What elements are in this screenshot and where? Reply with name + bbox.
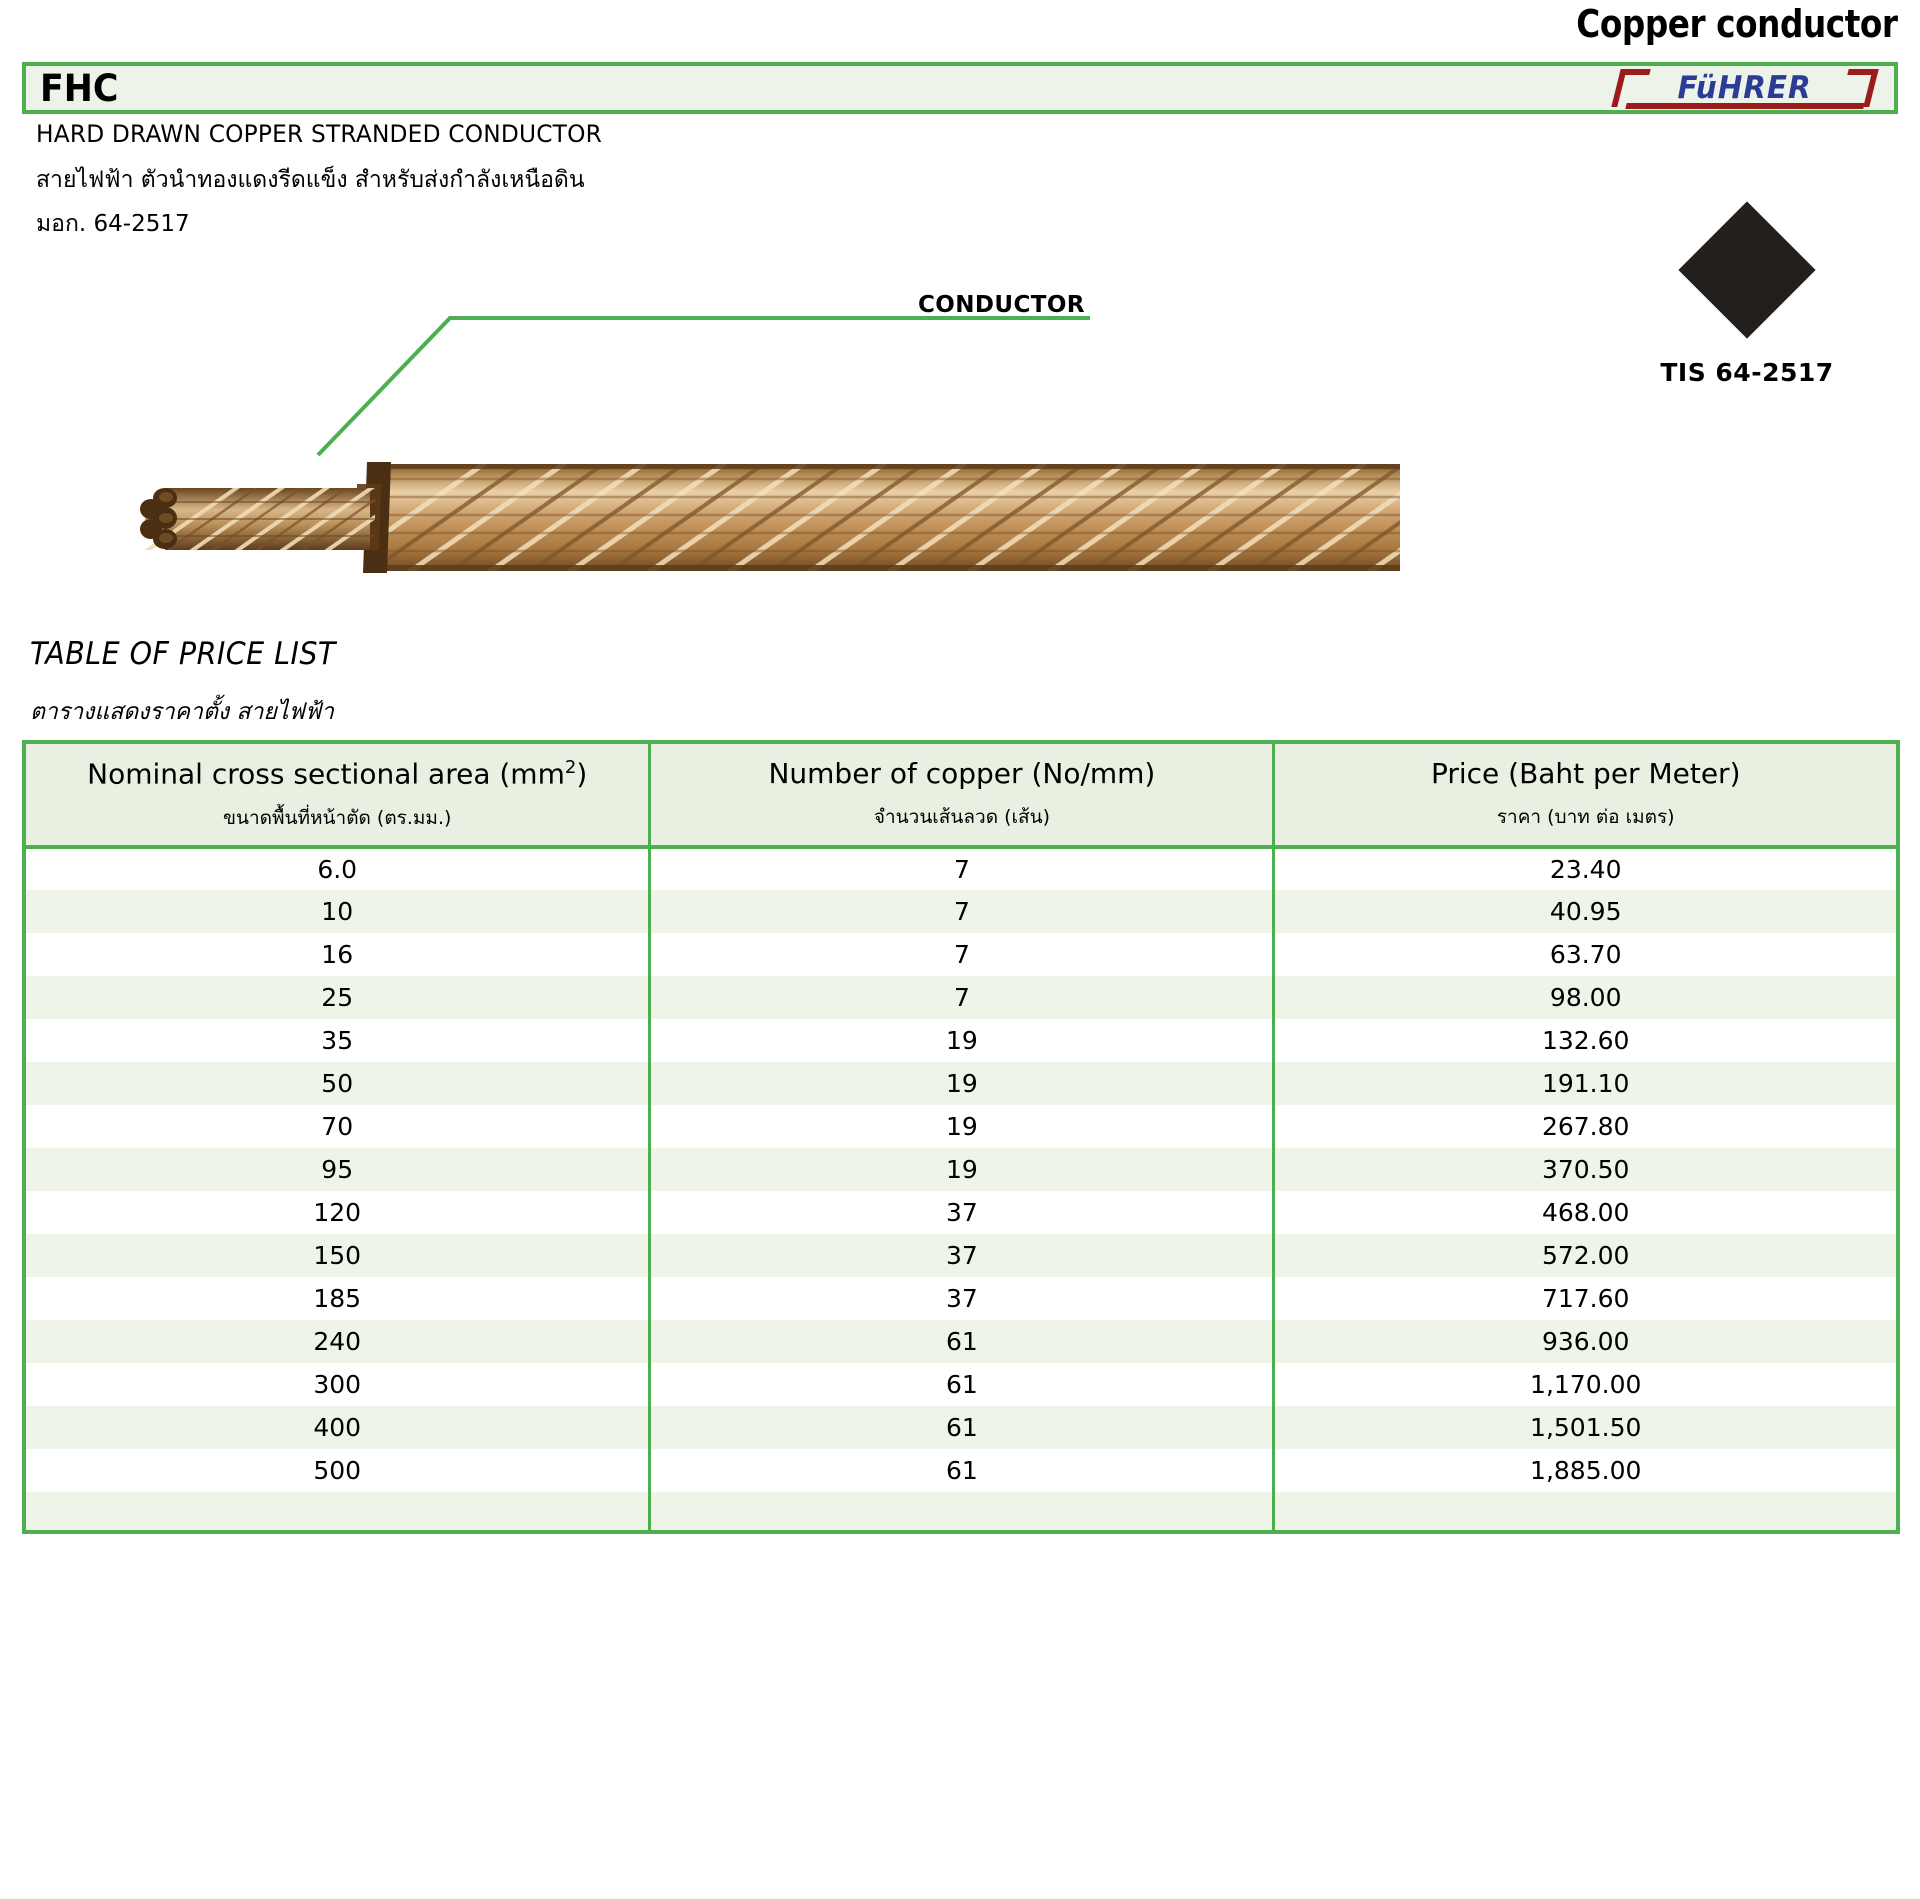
column-header-number (650, 742, 1274, 847)
cell-number: 19 (650, 1105, 1274, 1148)
subtitle-english: HARD DRAWN COPPER STRANDED CONDUCTOR (36, 120, 602, 148)
cell-number: 7 (650, 933, 1274, 976)
product-code: FHC (40, 66, 119, 110)
certification-label: TIS 64-2517 (1660, 358, 1834, 387)
cell-price: 468.00 (1274, 1191, 1898, 1234)
cell-number: 19 (650, 1148, 1274, 1191)
cell-area: 400 (24, 1406, 650, 1449)
table-header (24, 742, 1898, 847)
table-row (24, 976, 1898, 1019)
cell-price: 1,885.00 (1274, 1449, 1898, 1492)
cell-area: 70 (24, 1105, 650, 1148)
logo-bracket-right-icon (1839, 69, 1878, 107)
column-header-area-en: Nominal cross sectional area $(mm^2)$ (87, 757, 588, 791)
standard-code: มอก. 64-2517 (36, 211, 190, 237)
cell-price: 1,501.50 (1274, 1406, 1898, 1449)
cell-area: 16 (24, 933, 650, 976)
table-row (24, 1363, 1898, 1406)
column-header-price-th: ราคา (บาท ต่อ เมตร) (1496, 806, 1675, 829)
table-row (24, 890, 1898, 933)
cell-empty (650, 1492, 1274, 1532)
cell-number: 19 (650, 1019, 1274, 1062)
cell-price: 1,170.00 (1274, 1363, 1898, 1406)
cell-number: 37 (650, 1234, 1274, 1277)
cell-number: 61 (650, 1449, 1274, 1492)
column-header-price-en: Price (Baht per Meter) (1430, 756, 1741, 790)
table-row (24, 1449, 1898, 1492)
cell-price: 191.10 (1274, 1062, 1898, 1105)
cell-area: 35 (24, 1019, 650, 1062)
cell-area: 500 (24, 1449, 650, 1492)
table-row (24, 1062, 1898, 1105)
cell-number: 7 (650, 847, 1274, 890)
cell-number: 61 (650, 1320, 1274, 1363)
product-code-bar (22, 62, 1898, 114)
cell-price: 267.80 (1274, 1105, 1898, 1148)
cell-number: 61 (650, 1363, 1274, 1406)
table-row (24, 1406, 1898, 1449)
subtitle-thai: สายไฟฟ้า ตัวนำทองแดงรีดแข็ง สำหรับส่งกำลังเหนือดิน (36, 167, 585, 193)
cell-area: 150 (24, 1234, 650, 1277)
cell-number: 7 (650, 890, 1274, 933)
cell-price: 132.60 (1274, 1019, 1898, 1062)
table-row (24, 1277, 1898, 1320)
cell-number: 7 (650, 976, 1274, 1019)
price-list-table (22, 740, 1900, 1534)
cell-empty (1274, 1492, 1898, 1532)
cell-area: 95 (24, 1148, 650, 1191)
table-row (24, 847, 1898, 890)
cell-area: 300 (24, 1363, 650, 1406)
cell-area: 185 (24, 1277, 650, 1320)
conductor-callout-label: CONDUCTOR (918, 292, 1085, 318)
logo-bracket-left-icon (1611, 69, 1650, 107)
tis-diamond-mark-icon (1677, 200, 1817, 340)
brand-logo (1610, 67, 1880, 109)
cell-area: 6.0 (24, 847, 650, 890)
copper-conductor-illustration (135, 452, 1400, 582)
cell-price: 23.40 (1274, 847, 1898, 890)
cell-area: 240 (24, 1320, 650, 1363)
cell-price: 572.00 (1274, 1234, 1898, 1277)
column-header-number-th: จำนวนเส้นลวด (เส้น) (873, 806, 1050, 829)
cell-price: 40.95 (1274, 890, 1898, 933)
table-row (24, 1105, 1898, 1148)
cell-number: 37 (650, 1191, 1274, 1234)
cell-empty (24, 1492, 650, 1532)
table-title-thai: ตารางแสดงราคาตั้ง สายไฟฟ้า (30, 699, 334, 725)
cell-number: 19 (650, 1062, 1274, 1105)
brand-logo-text: FüHRER (1677, 70, 1813, 106)
cell-price: 717.60 (1274, 1277, 1898, 1320)
cell-number: 37 (650, 1277, 1274, 1320)
cell-area: 50 (24, 1062, 650, 1105)
table-title-english: TABLE OF PRICE LIST (30, 636, 336, 672)
cell-number: 61 (650, 1406, 1274, 1449)
cell-price: 936.00 (1274, 1320, 1898, 1363)
table-row (24, 1320, 1898, 1363)
column-header-number-en: Number of copper (No/mm) (768, 756, 1156, 790)
column-header-price (1274, 742, 1898, 847)
table-row (24, 1234, 1898, 1277)
certification-block (1612, 200, 1882, 387)
cell-price: 98.00 (1274, 976, 1898, 1019)
table-row (24, 1019, 1898, 1062)
table-row (24, 1148, 1898, 1191)
column-header-area-th: ขนาดพื้นที่หน้าตัด (ตร.มม.) (222, 807, 452, 830)
cell-price: 63.70 (1274, 933, 1898, 976)
page-title: Copper conductor (1576, 2, 1898, 46)
table-row (24, 1191, 1898, 1234)
cell-area: 10 (24, 890, 650, 933)
table-row (24, 933, 1898, 976)
cell-area: 120 (24, 1191, 650, 1234)
cell-price: 370.50 (1274, 1148, 1898, 1191)
cell-area: 25 (24, 976, 650, 1019)
table-body (24, 847, 1898, 1532)
column-header-area (24, 742, 650, 847)
table-row-spacer (24, 1492, 1898, 1532)
table-header-row (24, 742, 1898, 847)
